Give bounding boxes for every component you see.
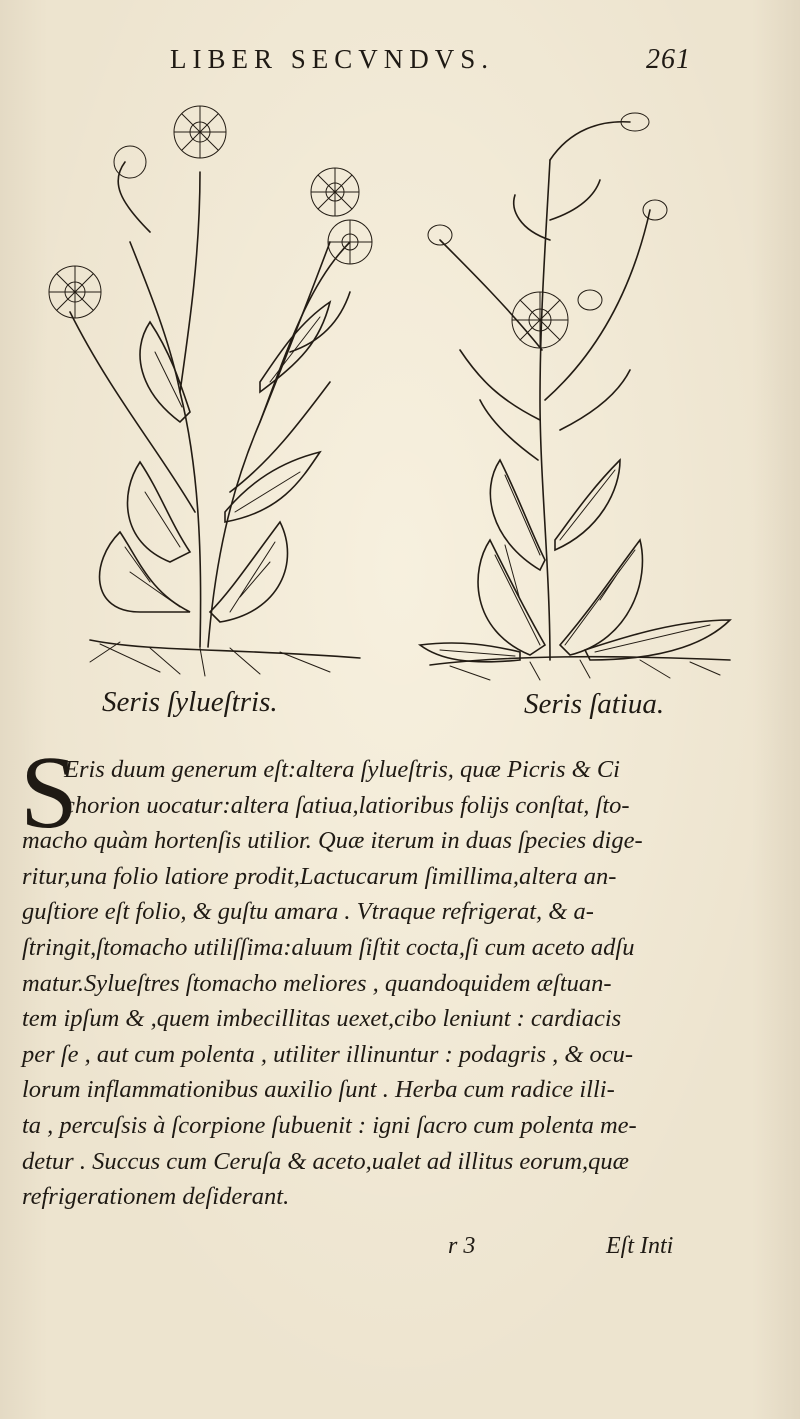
text-line: lorum inflammationibus auxilio ſunt . Herba cum radice illi- — [22, 1076, 615, 1104]
text-line: guſtiore eſt folio, & guſtu amara . Vtraque refrigerat, & a- — [22, 898, 594, 926]
text-line: tem ipſum & ,quem imbecillitas uexet,cibo leniunt : cardiacis — [22, 1005, 622, 1033]
text-line: per ſe , aut cum polenta , utiliter illinuntur : podagris , & ocu- — [22, 1040, 634, 1068]
drop-capital: S — [20, 735, 78, 850]
woodcut-seris-sylvestris — [30, 92, 390, 682]
wild-endive-woodcut-icon — [30, 92, 390, 682]
text-line: ritur,una folio latiore prodit,Lactucarum ſimillima,altera an- — [22, 862, 617, 890]
text-line: ſtringit,ſtomacho utiliſſima:aluum ſiſtit cocta,ſi cum aceto adſu — [22, 933, 635, 961]
catchword: Eſt Inti — [606, 1233, 674, 1259]
text-line: ta , percuſsis à ſcorpione ſubuenit : igni ſacro cum polenta me- — [22, 1111, 637, 1139]
body-text — [22, 752, 712, 1215]
garden-endive-woodcut-icon — [410, 100, 740, 685]
running-title: LIBER SECVNDVS. — [170, 44, 495, 74]
text-line: chorion uocatur:altera ſatiua,latioribus folijs conſtat, ſto- — [64, 791, 630, 819]
text-line: refrigerationem deſiderant. — [22, 1183, 290, 1211]
text-line: detur . Succus cum Ceruſa & aceto,ualet ad illitus eorum,quæ — [22, 1147, 629, 1175]
page-number: 261 — [646, 44, 691, 75]
woodcut-seris-sativa — [410, 100, 740, 685]
text-line: Eris duum generum eſt:altera ſylueſtris, quæ Picris & Ci — [64, 756, 620, 783]
text-line: matur.Sylueſtres ſtomacho meliores , quandoquidem æſtuan- — [22, 969, 612, 997]
signature-mark: r 3 — [448, 1233, 476, 1259]
caption-seris-sylvestris: Seris ſylueſtris. — [102, 686, 278, 718]
caption-seris-sativa: Seris ſatiua. — [524, 688, 665, 720]
text-line: macho quàm hortenſis utilior. Quæ iterum in duas ſpecies dige- — [22, 827, 643, 855]
